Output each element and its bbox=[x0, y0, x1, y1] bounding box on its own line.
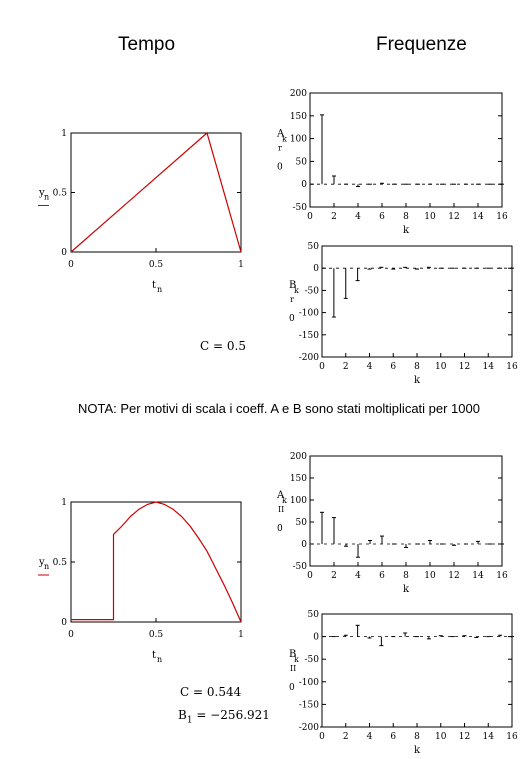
freqA2-ytick-label: 150 bbox=[289, 474, 307, 484]
freqB2-xtick-label: 10 bbox=[435, 732, 447, 742]
time2-ylabel: y bbox=[39, 557, 45, 568]
time1-ytick-label: 0 bbox=[61, 248, 67, 258]
freqB1-xlabel: k bbox=[413, 375, 421, 386]
freqA1-xtick-label: 12 bbox=[448, 212, 460, 222]
freqA1-xtick-label: 0 bbox=[307, 212, 313, 222]
freqA1-xtick-label: 14 bbox=[472, 212, 484, 222]
freqB1-ytick-label: -200 bbox=[298, 353, 319, 363]
freqB1-ytick-label: 50 bbox=[307, 242, 319, 252]
freqB1-xtick-label: 14 bbox=[482, 362, 494, 372]
freqA1-frame bbox=[310, 93, 502, 207]
freqB1-frame bbox=[322, 246, 512, 357]
freqA2-ytick-label: -50 bbox=[292, 562, 307, 572]
freqA2-xtick-label: 12 bbox=[448, 571, 460, 581]
freqB2-ytick-label: -150 bbox=[298, 700, 319, 711]
freqB1-xtick-label: 0 bbox=[319, 362, 325, 372]
time1-xtick-label: 0.5 bbox=[148, 260, 164, 270]
freqA2-ytick-label: 100 bbox=[289, 496, 307, 506]
freqA1-xtick-label: 10 bbox=[424, 212, 436, 222]
freqA1-ylabel-sub: k bbox=[282, 134, 287, 144]
time2-frame bbox=[71, 502, 241, 622]
freqA2-xtick-label: 6 bbox=[379, 571, 385, 581]
time1-ytick-label: 0.5 bbox=[52, 188, 67, 199]
freqB1-xtick-label: 6 bbox=[390, 362, 397, 372]
freqB2-ytick-label: -100 bbox=[298, 677, 319, 688]
freqA2-xtick-label: 0 bbox=[307, 571, 313, 581]
freqB1-xtick-label: 16 bbox=[506, 362, 518, 372]
freqA2-xtick-label: 16 bbox=[496, 571, 508, 581]
time2-ytick-label: 0 bbox=[61, 618, 67, 628]
freqB1-xtick-label: 8 bbox=[414, 362, 420, 372]
time2-xlabel: t bbox=[152, 650, 157, 661]
freqB2-xtick-label: 14 bbox=[482, 732, 494, 742]
freqA1-ytick-label: 150 bbox=[289, 111, 307, 122]
freqA2-frame bbox=[310, 456, 502, 566]
freqB2-xlabel: k bbox=[413, 745, 421, 756]
freqA2-ylabel-extra: 0 bbox=[277, 523, 283, 534]
constant-b1-value: = −256.921 bbox=[192, 708, 270, 722]
freqA1-ytick-label: 200 bbox=[289, 89, 307, 99]
freqB2-ylabel-extra: 0 bbox=[289, 682, 295, 693]
freqA1-ytick-label: -50 bbox=[292, 203, 307, 213]
freqB2-ylabel-sub2: II bbox=[290, 663, 297, 673]
freqB2-xtick-label: 0 bbox=[319, 732, 325, 742]
time2-ytick-label: 1 bbox=[61, 498, 67, 508]
constant-b1 bbox=[178, 708, 270, 725]
freqB2-xtick-label: 2 bbox=[342, 732, 349, 742]
time1-xtick-label: 0 bbox=[68, 260, 74, 270]
freqA1-xtick-label: 2 bbox=[331, 212, 337, 222]
time2-ylabel-sub: n bbox=[44, 562, 50, 571]
time1-frame bbox=[71, 133, 241, 252]
freqA2-xtick-label: 4 bbox=[355, 571, 361, 581]
freqB2-ylabel-sub: k bbox=[294, 654, 299, 664]
freqA2-ylabel: A bbox=[277, 489, 285, 501]
constant-b1-symbol: B bbox=[178, 708, 187, 722]
freqA2-ylabel-sub2: II bbox=[278, 504, 285, 514]
scale-note: NOTA: Per motivi di scala i coeff. A e B sono stati moltiplicati per 1000 bbox=[78, 401, 480, 416]
freqA2-ytick-label: 0 bbox=[301, 540, 307, 550]
time2-signal-line bbox=[71, 502, 241, 622]
freqA1-ylabel: A bbox=[277, 128, 285, 140]
time-column-heading: Tempo bbox=[118, 34, 176, 55]
freqA1-xtick-label: 4 bbox=[355, 212, 361, 222]
freqB1-ytick-label: 0 bbox=[313, 264, 319, 275]
time2-xlabel-sub: n bbox=[157, 655, 163, 664]
freqB1-xtick-label: 10 bbox=[435, 362, 447, 372]
time1-ylabel: y bbox=[39, 187, 45, 199]
freqB2-ylabel: B bbox=[289, 648, 297, 660]
freqA2-xtick-label: 10 bbox=[424, 571, 436, 581]
time1-signal-line bbox=[71, 133, 241, 252]
freqB2-ytick-label: 50 bbox=[307, 610, 319, 620]
freqB1-ytick-label: -100 bbox=[298, 308, 319, 319]
freqB2-xtick-label: 16 bbox=[506, 732, 518, 742]
freqA2-xlabel: k bbox=[402, 584, 410, 595]
time2-ytick-label: 0.5 bbox=[52, 558, 67, 568]
freqA1-xtick-label: 6 bbox=[379, 212, 385, 222]
freqA2-xtick-label: 8 bbox=[403, 571, 409, 581]
freqB1-ytick-label: -50 bbox=[304, 286, 319, 297]
freqA1-ytick-label: 50 bbox=[295, 157, 307, 168]
time1-xlabel: t bbox=[152, 280, 157, 291]
freqA1-ytick-label: 0 bbox=[301, 180, 307, 191]
freqA1-xtick-label: 16 bbox=[496, 212, 508, 222]
time2-xtick-label: 1 bbox=[238, 630, 244, 640]
freqB2-ytick-label: -50 bbox=[304, 655, 319, 666]
freqB2-xtick-label: 8 bbox=[414, 732, 420, 742]
freqA2-ytick-label: 200 bbox=[289, 452, 307, 462]
time1-ylabel-sub: n bbox=[44, 192, 50, 202]
freqB1-ylabel-sub: k bbox=[294, 286, 299, 296]
freqB2-xtick-label: 4 bbox=[366, 732, 373, 742]
freqB2-xtick-label: 6 bbox=[390, 732, 397, 742]
freqB1-xtick-label: 4 bbox=[366, 362, 373, 372]
time1-ytick-label: 1 bbox=[61, 129, 67, 139]
time1-xlabel-sub: n bbox=[157, 285, 163, 294]
freqB1-ytick-label: -150 bbox=[298, 330, 319, 341]
freqB2-ytick-label: -200 bbox=[298, 723, 319, 733]
freqA1-ytick-label: 100 bbox=[289, 134, 307, 145]
freqB1-ylabel-extra: 0 bbox=[289, 314, 295, 325]
time2-xtick-label: 0.5 bbox=[148, 630, 164, 640]
freqA1-ylabel-sub2: r bbox=[278, 143, 282, 153]
freqB1-ylabel: B bbox=[289, 280, 297, 292]
time1-xtick-label: 1 bbox=[238, 260, 244, 270]
freqA2-ylabel-sub: k bbox=[282, 495, 287, 505]
frequency-column-heading: Frequenze bbox=[376, 34, 467, 55]
freqA1-xlabel: k bbox=[402, 225, 410, 236]
time2-xtick-label: 0 bbox=[68, 630, 74, 640]
freqB1-ylabel-sub2: r bbox=[290, 295, 294, 305]
constant-c-top: C = 0.5 bbox=[200, 339, 246, 353]
constant-c-bottom: C = 0.544 bbox=[180, 685, 242, 699]
freqB2-ytick-label: 0 bbox=[313, 632, 319, 643]
freqB1-xtick-label: 2 bbox=[342, 362, 349, 372]
freqA2-ytick-label: 50 bbox=[295, 518, 307, 528]
freqA2-xtick-label: 14 bbox=[472, 571, 484, 581]
freqB2-frame bbox=[322, 614, 512, 727]
freqA1-xtick-label: 8 bbox=[403, 212, 409, 222]
freqB2-xtick-label: 12 bbox=[458, 732, 471, 742]
freqA2-xtick-label: 2 bbox=[331, 571, 337, 581]
freqB1-xtick-label: 12 bbox=[458, 362, 471, 372]
freqA1-ylabel-extra: 0 bbox=[277, 162, 283, 173]
constant-b1-sub: 1 bbox=[186, 715, 193, 726]
